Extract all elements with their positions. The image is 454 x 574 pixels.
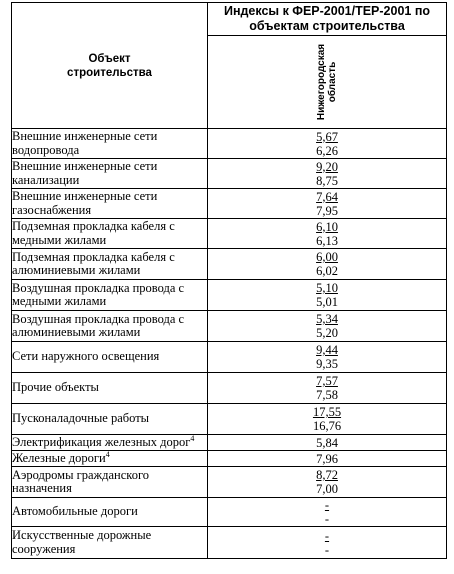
object-name: Аэродромы гражданского назначения [12,467,150,495]
index-value-bottom: 9,35 [316,357,338,371]
object-column-header-text: Объект строительства [67,52,152,79]
index-value-top: 9,20 [316,159,338,174]
table-row [12,451,447,467]
index-value-cell [208,129,447,159]
index-value-cell [208,373,447,404]
table-row [12,404,447,435]
object-name: Внешние инженерные сети водопровода [12,129,158,157]
index-value-top: - [324,498,330,512]
index-table [11,2,447,559]
index-value-cell [208,280,447,311]
index-value-cell [208,527,447,559]
index-value-bottom: 7,95 [316,203,338,218]
object-name-cell [12,219,208,249]
object-name: Воздушная прокладка провода с алюминиевыми жилами [12,311,185,339]
table-row [12,129,447,159]
index-value-cell [208,498,447,527]
table-row [12,280,447,311]
index-value-bottom: 6,02 [316,264,338,278]
index-value-top: 5,34 [316,312,338,326]
index-value-top: 5,67 [316,129,338,144]
table-row [12,498,447,527]
footnote-marker: 4 [190,433,195,443]
index-value-top: 7,57 [316,374,338,388]
index-value-top: 6,10 [316,219,338,234]
object-name-cell [12,435,208,451]
index-value-bottom: - [324,512,330,526]
index-value-bottom: 8,75 [316,173,338,188]
object-name: Железные дороги [12,450,106,465]
object-name-cell [12,311,208,342]
index-value-top: 8,72 [316,468,338,482]
footnote-marker: 4 [105,449,110,459]
object-name: Автомобильные дороги [12,504,138,519]
index-value-top: 9,44 [316,343,338,357]
object-name-cell [12,527,208,559]
table-row [12,467,447,498]
table-row [12,189,447,219]
index-value-cell [208,159,447,189]
object-name: Воздушная прокладка провода с медными жилами [12,280,185,308]
index-value-cell [208,435,447,451]
table-row [12,311,447,342]
object-name: Сети наружного освещения [12,349,160,364]
index-value-bottom: 16,76 [312,419,342,433]
index-value-cell [208,404,447,435]
index-table-body [12,129,447,559]
object-name-cell [12,189,208,219]
index-value-bottom: 5,20 [316,326,338,340]
index-column-header [208,3,447,36]
index-value-top: - [324,528,330,543]
index-value-bottom: 7,58 [316,388,338,402]
table-row [12,527,447,559]
index-value-cell [208,249,447,280]
index-value-top: 5,10 [316,281,338,295]
object-name: Подземная прокладка кабеля с алюминиевыми жилами [12,249,175,277]
object-name-cell [12,249,208,280]
index-value-cell [208,311,447,342]
region-column-header [208,36,447,129]
index-value-bottom: 5,01 [316,295,338,309]
object-name: Пусконаладочные работы [12,411,150,426]
object-name-cell [12,451,208,467]
index-value-bottom: 6,13 [316,233,338,248]
region-column-header-text: Нижегородская область [316,43,338,121]
object-name-cell [12,467,208,498]
table-row [12,219,447,249]
object-name: Внешние инженерные сети газоснабжения [12,189,158,217]
object-name: Прочие объекты [12,380,99,395]
index-value: 7,96 [316,451,338,466]
object-name: Искусственные дорожные сооружения [12,528,152,556]
object-name-cell [12,159,208,189]
index-value-bottom: 7,00 [316,482,338,496]
index-value-cell [208,467,447,498]
table-row [12,435,447,451]
object-name-cell [12,498,208,527]
index-column-header-text: Индексы к ФЕР-2001/ТЕР-2001 по объектам строительства [223,4,431,33]
index-value-cell [208,451,447,467]
index-value-bottom: 6,26 [316,143,338,158]
index-value-cell [208,189,447,219]
object-name-cell [12,404,208,435]
object-name-cell [12,342,208,373]
object-name-cell [12,129,208,159]
table-row [12,342,447,373]
index-value: 5,84 [316,435,338,450]
index-value-cell [208,342,447,373]
object-name-cell [12,373,208,404]
index-value-bottom: - [324,542,330,557]
object-name: Электрификация железных дорог [12,434,191,449]
object-name: Внешние инженерные сети канализации [12,159,158,187]
table-row [12,249,447,280]
index-value-top: 17,55 [312,405,342,419]
object-name: Подземная прокладка кабеля с медными жилами [12,219,175,247]
object-name-cell [12,280,208,311]
index-value-cell [208,219,447,249]
table-row [12,159,447,189]
object-column-header [12,3,208,129]
index-value-top: 7,64 [316,189,338,204]
index-value-top: 6,00 [316,250,338,264]
table-row [12,373,447,404]
